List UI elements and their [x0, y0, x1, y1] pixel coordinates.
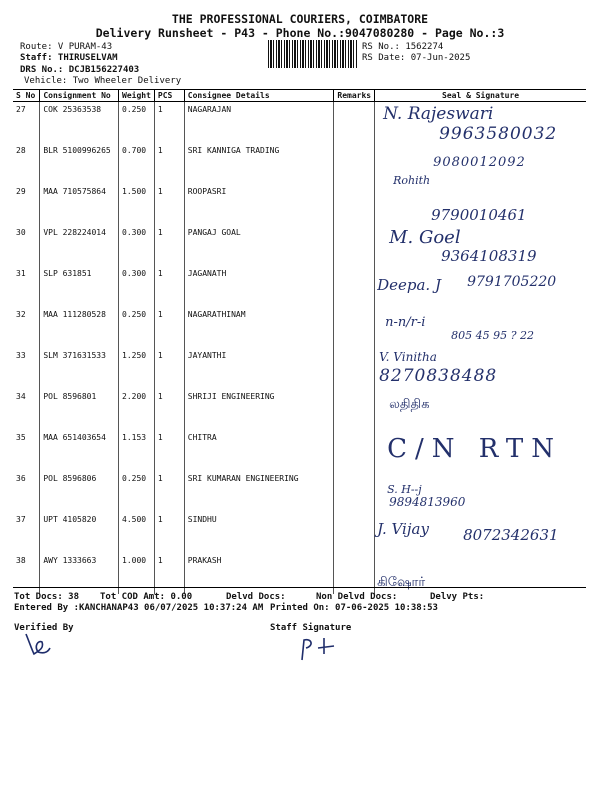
sno-cell: 37	[16, 515, 26, 524]
handwritten-signature: N. Rajeswari	[383, 104, 494, 124]
signature-cell	[375, 348, 586, 389]
table-row	[13, 348, 586, 389]
remarks-cell	[334, 102, 375, 144]
non-delivered-docs: Non Delvd Docs:	[316, 592, 398, 602]
pcs-cell: 1	[154, 307, 184, 348]
handwritten-phone: 805 45 95 ? 22	[451, 329, 534, 342]
consignment-cell: POL 8596801	[40, 389, 119, 430]
consignee-cell: SHRIJI ENGINEERING	[184, 389, 334, 430]
pcs-cell: 1	[154, 430, 184, 471]
delivery-points: Delvy Pts:	[430, 592, 485, 602]
weight-cell: 4.500	[119, 512, 155, 553]
signature-cell	[375, 184, 586, 225]
table-row	[13, 102, 586, 144]
consignee-cell: SINDHU	[184, 512, 334, 553]
pcs-cell: 1	[154, 102, 184, 144]
handwritten-phone: 8072342631	[463, 526, 559, 544]
consignee-cell: JAGANATH	[184, 266, 334, 307]
consignment-cell: AWY 1333663	[40, 553, 119, 594]
signature-cell	[375, 471, 586, 512]
signature-cell	[375, 512, 586, 553]
consignment-cell: VPL 228224014	[40, 225, 119, 266]
sno-cell: 38	[16, 556, 26, 565]
barcode-graphic	[268, 40, 358, 68]
remarks-cell	[334, 348, 375, 389]
pcs-cell: 1	[154, 553, 184, 594]
remarks-cell	[334, 389, 375, 430]
table-row	[13, 512, 586, 553]
route-label: Route: V PURAM-43	[20, 42, 113, 52]
handwritten-signature: C/N RTN	[387, 434, 562, 464]
consignment-cell: UPT 4105820	[40, 512, 119, 553]
signature-cell	[375, 389, 586, 430]
column-header: Weight	[119, 90, 155, 102]
staff-signature-label: Staff Signature	[270, 623, 352, 633]
column-header: PCS	[154, 90, 184, 102]
handwritten-signature: n-n/r-i	[385, 315, 426, 330]
handwritten-signature: J. Vijay	[377, 520, 429, 538]
table-row	[13, 471, 586, 512]
weight-cell: 2.200	[119, 389, 155, 430]
consignment-cell: MAA 651403654	[40, 430, 119, 471]
sno-cell: 29	[16, 187, 26, 196]
weight-cell: 0.300	[119, 266, 155, 307]
remarks-cell	[334, 225, 375, 266]
table-row	[13, 430, 586, 471]
consignee-cell: PRAKASH	[184, 553, 334, 594]
staff-signature-mark	[296, 634, 346, 664]
handwritten-phone: 9963580032	[439, 124, 558, 144]
weight-cell: 0.300	[119, 225, 155, 266]
column-header: Seal & Signature	[375, 90, 586, 102]
handwritten-phone: 9791705220	[467, 274, 557, 290]
remarks-cell	[334, 143, 375, 184]
sno-cell: 28	[16, 146, 26, 155]
signature-cell	[375, 430, 586, 471]
consignee-cell: JAYANTHI	[184, 348, 334, 389]
verified-signature-mark	[18, 628, 58, 658]
rs-number: RS No.: 1562274	[362, 42, 444, 52]
sno-cell: 35	[16, 433, 26, 442]
handwritten-signature: S. H--j	[387, 483, 422, 496]
sno-cell: 27	[16, 105, 26, 114]
column-header: S No	[13, 90, 40, 102]
consignee-cell: CHITRA	[184, 430, 334, 471]
runsheet-subtitle: Delivery Runsheet - P43 - Phone No.:9047080280 - Page No.:3	[95, 26, 505, 40]
rs-date: RS Date: 07-Jun-2025	[362, 53, 471, 63]
sno-cell: 32	[16, 310, 26, 319]
table-header-row	[13, 90, 586, 102]
consignment-cell: MAA 111280528	[40, 307, 119, 348]
sno-cell: 30	[16, 228, 26, 237]
remarks-cell	[334, 307, 375, 348]
pcs-cell: 1	[154, 471, 184, 512]
pcs-cell: 1	[154, 266, 184, 307]
handwritten-signature: கிஷோர்	[377, 575, 426, 590]
column-header: Consignee Details	[184, 90, 334, 102]
weight-cell: 1.250	[119, 348, 155, 389]
handwritten-signature: M. Goel	[389, 227, 461, 248]
table-row	[13, 225, 586, 266]
consignment-cell: SLP 631851	[40, 266, 119, 307]
handwritten-signature: Deepa. J	[377, 276, 441, 294]
pcs-cell: 1	[154, 225, 184, 266]
handwritten-signature: Rohith	[393, 174, 431, 187]
handwritten-phone: 9790010461	[431, 206, 527, 224]
handwritten-phone: 9364108319	[441, 247, 537, 265]
sno-cell: 34	[16, 392, 26, 401]
weight-cell: 0.250	[119, 102, 155, 144]
staff-label: Staff: THIRUSELVAM	[20, 53, 118, 63]
remarks-cell	[334, 512, 375, 553]
signature-cell	[375, 225, 586, 266]
handwritten-phone: 9080012092	[433, 155, 526, 170]
remarks-cell	[334, 430, 375, 471]
pcs-cell: 1	[154, 184, 184, 225]
signature-cell	[375, 307, 586, 348]
handwritten-signature: V. Vinitha	[379, 350, 437, 364]
delivered-docs: Delvd Docs:	[226, 592, 286, 602]
signature-cell	[375, 143, 586, 187]
pcs-cell: 1	[154, 348, 184, 389]
pcs-cell: 1	[154, 389, 184, 430]
weight-cell: 0.250	[119, 471, 155, 512]
vehicle-label: Vehicle: Two Wheeler Delivery	[24, 76, 182, 86]
weight-cell: 1.153	[119, 430, 155, 471]
entered-by: Entered By :KANCHANAP43 06/07/2025 10:37:24 AM	[14, 603, 264, 613]
consignee-cell: SRI KUMARAN ENGINEERING	[184, 471, 334, 512]
handwritten-phone: 8270838488	[379, 366, 498, 386]
remarks-cell	[334, 266, 375, 307]
pcs-cell: 1	[154, 143, 184, 184]
sno-cell: 33	[16, 351, 26, 360]
handwritten-signature: லதிதிக	[389, 397, 430, 412]
drs-number: DRS No.: DCJB156227403	[20, 65, 140, 75]
table-row	[13, 307, 586, 348]
signature-cell	[375, 266, 586, 307]
consignee-cell: ROOPASRI	[184, 184, 334, 225]
consignment-cell: SLM 371631533	[40, 348, 119, 389]
weight-cell: 0.700	[119, 143, 155, 184]
consignment-cell: MAA 710575864	[40, 184, 119, 225]
consignment-cell: COK 25363538	[40, 102, 119, 144]
sno-cell: 36	[16, 474, 26, 483]
weight-cell: 0.250	[119, 307, 155, 348]
footer-divider	[13, 587, 586, 588]
consignee-cell: NAGARATHINAM	[184, 307, 334, 348]
table-row	[13, 143, 586, 184]
column-header: Remarks	[334, 90, 375, 102]
weight-cell: 1.500	[119, 184, 155, 225]
consignee-cell: NAGARAJAN	[184, 102, 334, 144]
verified-by-label: Verified By	[14, 623, 74, 633]
consignee-cell: PANGAJ GOAL	[184, 225, 334, 266]
company-title: THE PROFESSIONAL COURIERS, COIMBATORE	[171, 12, 429, 26]
table-row	[13, 266, 586, 307]
remarks-cell	[334, 471, 375, 512]
table-row	[13, 184, 586, 225]
total-docs: Tot Docs: 38	[14, 592, 80, 602]
consignee-cell: SRI KANNIGA TRADING	[184, 143, 334, 184]
consignment-cell: BLR 5100996265	[40, 143, 119, 184]
sno-cell: 31	[16, 269, 26, 278]
pcs-cell: 1	[154, 512, 184, 553]
table-row	[13, 389, 586, 430]
weight-cell: 1.000	[119, 553, 155, 594]
remarks-cell	[334, 184, 375, 225]
handwritten-phone: 9894813960	[389, 495, 466, 509]
total-cod-amount: Tot COD Amt: 0.00	[100, 592, 193, 602]
runsheet-table	[13, 89, 586, 594]
signature-cell	[375, 102, 586, 144]
printed-on: Printed On: 07-06-2025 10:38:53	[270, 603, 438, 613]
column-header: Consignment No	[40, 90, 119, 102]
consignment-cell: POL 8596806	[40, 471, 119, 512]
